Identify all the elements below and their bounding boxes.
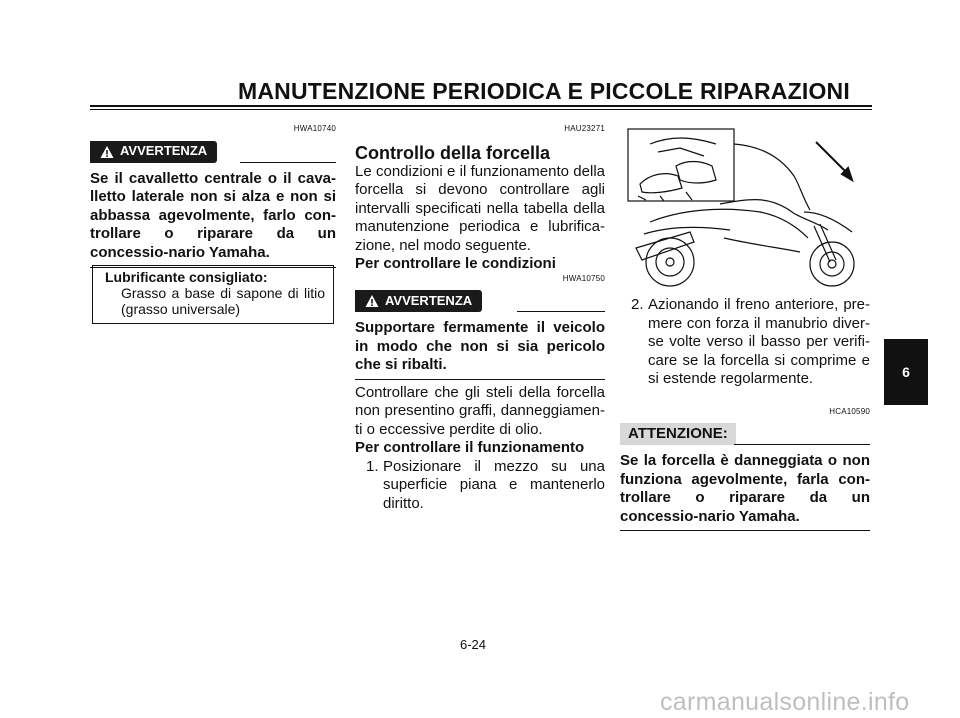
section-heading: Controllo della forcella — [355, 142, 551, 163]
right-column — [620, 296, 870, 531]
scooter-fork-illustration — [620, 126, 870, 294]
intro-text: Le condizioni e il funzionamento della forcella si devono controllare agli intervalli specificati nella tabella della manutenzione periodica e lubrifica-zione, nel modo seguente. — [355, 162, 605, 254]
warning-triangle-icon — [100, 145, 114, 159]
page-number: 6-24 — [460, 637, 487, 652]
warning-code: HWA10740 — [293, 124, 336, 133]
caution-header — [620, 423, 870, 449]
warning-end-rule — [355, 379, 605, 380]
caution-text: Se la forcella è danneggiata o non funziona agevolmente, farla con-trollare o riparare da un concessio-nario Yamaha. — [620, 452, 870, 525]
lubricant-title: Lubrificante consigliato: — [105, 269, 268, 285]
step-number: 2. — [631, 296, 644, 313]
section-code: HAU23271 — [564, 124, 605, 133]
page-title: MANUTENZIONE PERIODICA E PICCOLE RIPARAZIONI — [238, 78, 850, 104]
conditions-text: Controllare che gli steli della forcella non presentino graffi, danneggiamen-ti o eccessive perdite di olio. — [355, 383, 605, 438]
warning-header — [90, 141, 336, 167]
subheading-conditions: Per controllare le condizioni — [355, 255, 556, 272]
caution-end-rule — [620, 530, 870, 531]
subheading-operation: Per controllare il funzionamento — [355, 439, 585, 456]
middle-column — [355, 120, 605, 513]
warning-code: HWA10750 — [562, 273, 605, 283]
warning-text: Se il cavalletto centrale o il cava-lletto laterale non si alza e non si abbassa agevolmente, farlo con-trollare o riparare da un concessio-nario Yamaha. — [90, 169, 336, 261]
warning-line — [517, 311, 605, 312]
step-item — [620, 296, 870, 389]
lubricant-value: Grasso a base di sapone di litio (grasso universale) — [121, 285, 325, 317]
step-item — [355, 458, 605, 514]
step-text: Azionando il freno anteriore, pre-mere con forza il manubrio diver-se volte verso il basso per verifi-care se la forcella si comprime e si estende regolarmente. — [648, 296, 870, 387]
lubricant-box — [92, 265, 334, 324]
warning-badge — [90, 141, 217, 163]
title-rule-thin — [90, 109, 872, 110]
caution-label: ATTENZIONE: — [628, 424, 728, 442]
left-column — [90, 120, 336, 268]
warning-line — [240, 162, 336, 163]
chapter-tab: 6 — [884, 339, 928, 405]
warning-badge — [355, 290, 482, 312]
warning-header — [355, 290, 605, 316]
caution-code: HCA10590 — [829, 406, 870, 416]
caution-line — [734, 444, 870, 445]
title-rule — [90, 105, 872, 107]
caution-badge — [620, 423, 736, 445]
warning-label: AVVERTENZA — [385, 292, 473, 308]
warning-label: AVVERTENZA — [120, 143, 208, 159]
warning-triangle-icon — [365, 294, 379, 308]
warning-text: Supportare fermamente il veicolo in modo che non si sia pericolo che si ribalti. — [355, 319, 605, 373]
watermark: carmanualsonline.info — [660, 688, 910, 716]
step-number: 1. — [366, 457, 379, 475]
step-text: Posizionare il mezzo su una superficie piana e mantenerlo diritto. — [383, 457, 605, 512]
